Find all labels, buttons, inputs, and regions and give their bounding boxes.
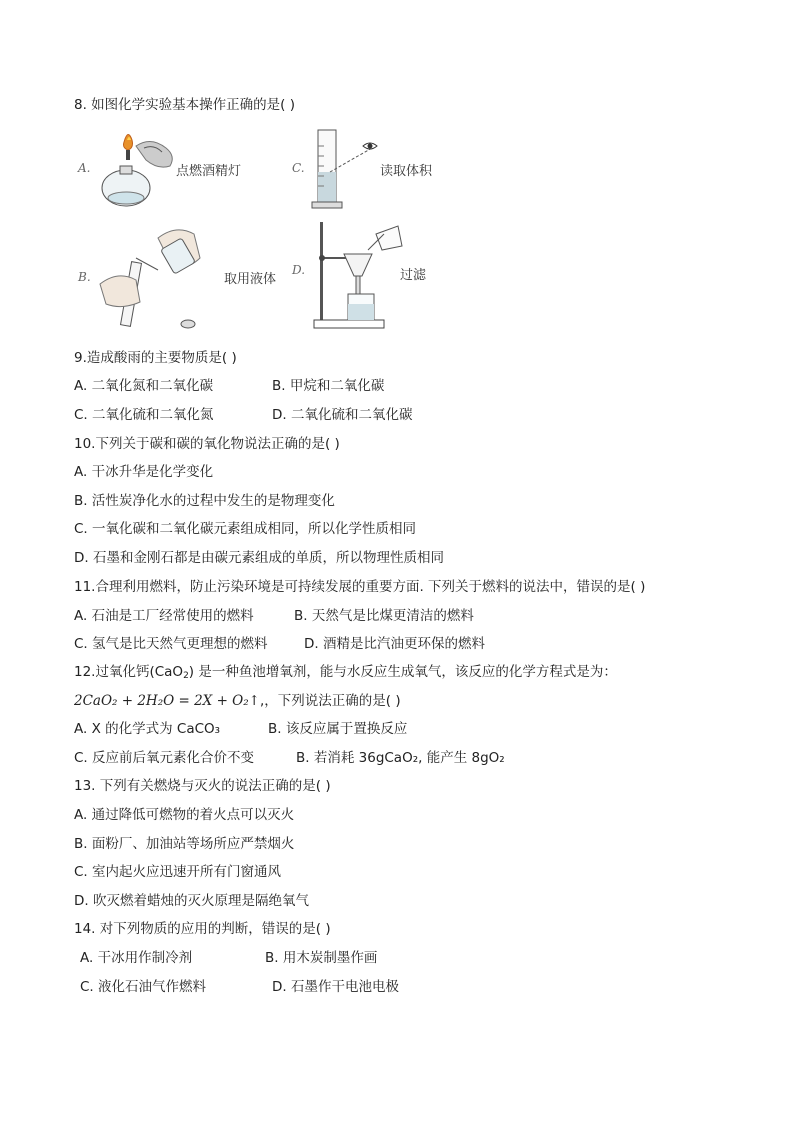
q14-option-a: A. 干冰用作制冷剂 [80, 950, 193, 966]
filtration-apparatus-illustration [310, 216, 406, 332]
q14-stem: 14. 对下列物质的应用的判断，错误的是( ) [74, 921, 331, 937]
q10-option-b: B. 活性炭净化水的过程中发生的是物理变化 [74, 493, 335, 509]
q12-stem-subscript: 2 [183, 671, 189, 681]
q12-option-a: A. X 的化学式为 CaCO₃ [74, 721, 221, 737]
q14-option-c: C. 液化石油气作燃料 [80, 979, 207, 995]
q11-option-d: D. 酒精是比汽油更环保的燃料 [304, 636, 485, 652]
q12-equation-tail: ,，下列说法正确的是( ) [259, 693, 401, 709]
fig-a-caption: 点燃酒精灯 [176, 164, 242, 179]
fig-c-caption: 读取体积 [380, 164, 433, 179]
eye-icon [362, 140, 378, 152]
q9-stem: 9.造成酸雨的主要物质是( ) [74, 350, 237, 366]
fig-d-letter: D. [292, 263, 306, 277]
alcohol-lamp-illustration [96, 126, 182, 214]
q13-option-c: C. 室内起火应迅速开所有门窗通风 [74, 864, 282, 880]
pouring-liquid-illustration [96, 218, 206, 332]
q9-option-a: A. 二氧化氮和二氧化碳 [74, 378, 214, 394]
q9-option-b: B. 甲烷和二氧化碳 [272, 378, 385, 394]
q12-stem-prefix: 12.过氧化钙(CaO [74, 664, 184, 680]
q11-stem: 11.合理利用燃料，防止污染环境是可持续发展的重要方面. 下列关于燃料的说法中，错误的是( ) [74, 579, 646, 595]
q9-option-c: C. 二氧化硫和二氧化氮 [74, 407, 214, 423]
q14-option-d: D. 石墨作干电池电极 [272, 979, 399, 995]
q12-stem-suffix: ) 是一种鱼池增氧剂，能与水反应生成氧气，该反应的化学方程式是为： [188, 664, 617, 680]
q10-option-a: A. 干冰升华是化学变化 [74, 464, 214, 480]
q12-stem [74, 663, 617, 685]
q13-stem: 13. 下列有关燃烧与灭火的说法正确的是( ) [74, 778, 331, 794]
graduated-cylinder-illustration [308, 126, 380, 212]
q11-option-b: B. 天然气是比煤更清洁的燃料 [294, 608, 474, 624]
q8-stem: 8. 如图化学实验基本操作正确的是( ) [74, 97, 295, 113]
q12-equation-line [74, 692, 401, 710]
q11-option-c: C. 氢气是比天然气更理想的燃料 [74, 636, 268, 652]
q12-option-b: B. 该反应属于置换反应 [268, 721, 408, 737]
fig-b-letter: B. [78, 270, 91, 284]
q13-option-a: A. 通过降低可燃物的着火点可以灭火 [74, 807, 295, 823]
q14-option-b: B. 用木炭制墨作画 [265, 950, 378, 966]
fig-c-letter: C. [292, 161, 305, 175]
q9-option-d: D. 二氧化硫和二氧化碳 [272, 407, 413, 423]
q11-option-a: A. 石油是工厂经常使用的燃料 [74, 608, 254, 624]
q10-option-d: D. 石墨和金刚石都是由碳元素组成的单质，所以物理性质相同 [74, 550, 444, 566]
q8-figure [74, 124, 454, 334]
q12-option-c: C. 反应前后氧元素化合价不变 [74, 750, 255, 766]
q10-stem: 10.下列关于碳和碳的氧化物说法正确的是( ) [74, 436, 340, 452]
q13-option-d: D. 吹灭燃着蜡烛的灭火原理是隔绝氧气 [74, 893, 309, 909]
q10-option-c: C. 一氧化碳和二氧化碳元素组成相同，所以化学性质相同 [74, 521, 417, 537]
fig-b-caption: 取用液体 [224, 272, 277, 287]
fig-d-caption: 过滤 [400, 268, 427, 283]
q13-option-b: B. 面粉厂、加油站等场所应严禁烟火 [74, 836, 295, 852]
q12-equation: 2CaO₂ + 2H₂O = 2X + O₂↑ [74, 693, 260, 709]
q12-option-d: B. 若消耗 36gCaO₂, 能产生 8gO₂ [296, 750, 505, 766]
fig-a-letter: A. [78, 161, 91, 175]
